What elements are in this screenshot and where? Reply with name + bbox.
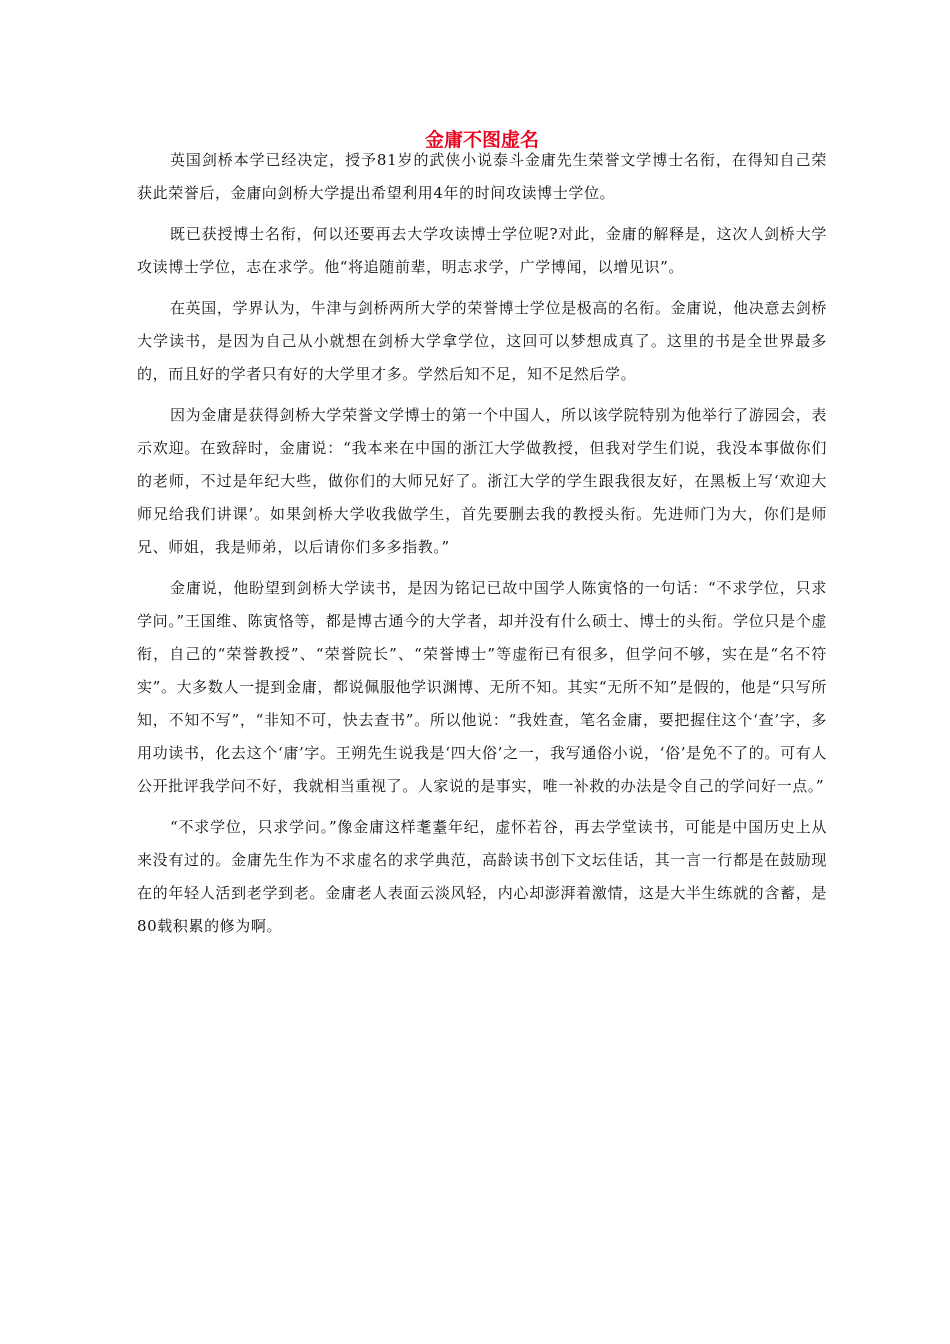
paragraph-2: 既已获授博士名衔，何以还要再去大学攻读博士学位呢?对此，金庸的解释是，这次人剑桥大学攻读博士学位，志在求学。他“将追随前辈，明志求学，广学博闻，以增见识”。 [137, 225, 827, 276]
article-title: 金庸不图虚名 [424, 129, 539, 151]
paragraph-5: 金庸说，他盼望到剑桥大学读书，是因为铭记已故中国学人陈寅恪的一句话：“不求学位，只求学问。”王国维、陈寅恪等，都是博古通今的大学者，却并没有什么硕士、博士的头衔。学位只是个虚衔，自己的“荣誉教授”、“荣誉院长”、“荣誉博士”等虚衔已有很多，但学问不够，实在是“名不符实”。大多数人一提到金庸，都说佩服他学识渊博、无所不知。其实“无所不知”是假的，他是“只写所知，不知不写”，“非知不可，快去查书”。所以他说：“我姓查，笔名金庸，要把握住这个‘查’字，多用功读书，化去这个‘庸’字。王朔先生说我是‘四大俗’之一，我写通俗小说，‘俗’是免不了的。可有人公开批评我学问不好，我就相当重视了。人家说的是事实，唯一补救的办法是令自己的学问好一点。” [137, 579, 827, 795]
paragraph-3: 在英国，学界认为，牛津与剑桥两所大学的荣誉博士学位是极高的名衔。金庸说，他决意去剑桥大学读书，是因为自己从小就想在剑桥大学拿学位，这回可以梦想成真了。这里的书是全世界最多的，而且好的学者只有好的大学里才多。学然后知不足，知不足然后学。 [137, 299, 827, 383]
paragraph-1: 英国剑桥本学已经决定，授予81岁的武侠小说泰斗金庸先生荣誉文学博士名衔，在得知自己荣获此荣誉后，金庸向剑桥大学提出希望利用4年的时间攻读博士学位。 [137, 151, 827, 202]
paragraph-6: “不求学位，只求学问。”像金庸这样耄耋年纪，虚怀若谷，再去学堂读书，可能是中国历史上从来没有过的。金庸先生作为不求虚名的求学典范，高龄读书创下文坛佳话，其一言一行都是在鼓励现在的年轻人活到老学到老。金庸老人表面云淡风轻，内心却澎湃着激情，这是大半生练就的含蓄，是80载积累的修为啊。 [137, 818, 827, 935]
paragraph-4: 因为金庸是获得剑桥大学荣誉文学博士的第一个中国人，所以该学院特别为他举行了游园会，表示欢迎。在致辞时，金庸说：“我本来在中国的浙江大学做教授，但我对学生们说，我没本事做你们的老师，不过是年纪大些，做你们的大师兄好了。浙江大学的学生跟我很友好，在黑板上写‘欢迎大师兄给我们讲课’。如果剑桥大学收我做学生，首先要删去我的教授头衔。先进师门为大，你们是师兄、师姐，我是师弟，以后请你们多多指教。” [137, 406, 827, 556]
article-body [137, 126, 827, 943]
